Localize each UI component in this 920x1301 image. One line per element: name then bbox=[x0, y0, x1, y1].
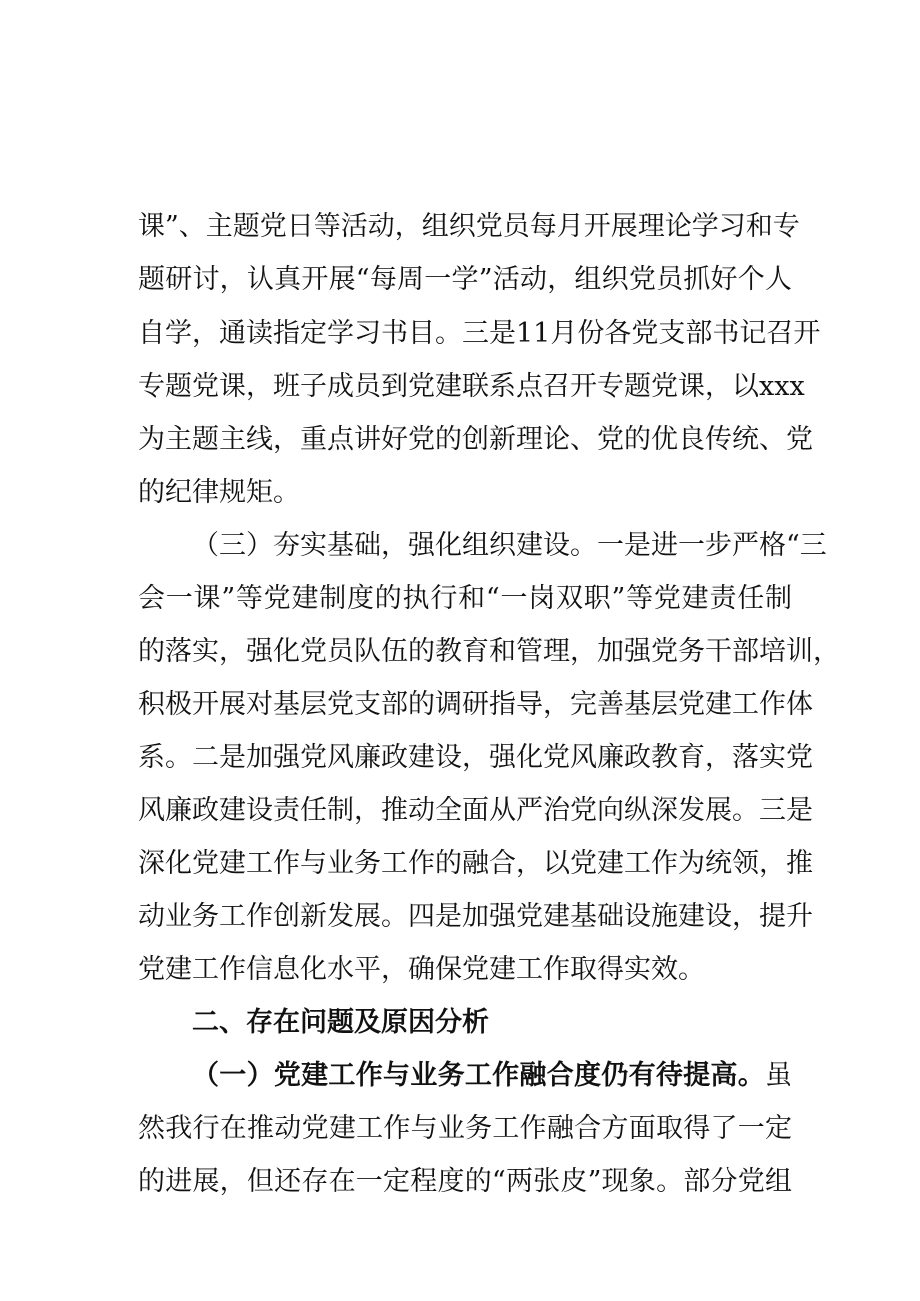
section-heading: 二、存在问题及原因分析 bbox=[192, 1007, 489, 1038]
text-line: 的进展，但还存在一定程度的“两张皮”现象。部分党组 bbox=[138, 1166, 792, 1197]
text-line bbox=[192, 1058, 792, 1094]
text-line: （三）夯实基础，强化组织建设。一是进一步严格“三 bbox=[192, 530, 827, 561]
text-line: 课”、主题党日等活动，组织党员每月开展理论学习和专 bbox=[138, 211, 800, 242]
text-line: 的落实，强化党员队伍的教育和管理，加强党务干部培训， bbox=[138, 636, 840, 667]
text-line: 题研讨，认真开展“每周一学”活动，组织党员抓好个人 bbox=[138, 264, 792, 295]
text-line: 党建工作信息化水平，确保党建工作取得实效。 bbox=[138, 954, 705, 985]
text-line: 积极开展对基层党支部的调研指导，完善基层党建工作体 bbox=[138, 689, 813, 720]
text-line: 专题党课，班子成员到党建联系点召开专题党课，以xxx bbox=[138, 371, 805, 402]
bold-lead-text: （一）党建工作与业务工作融合度仍有待提高。 bbox=[192, 1060, 765, 1091]
text-line: 然我行在推动党建工作与业务工作融合方面取得了一定 bbox=[138, 1113, 792, 1144]
lead-rest-text: 虽 bbox=[765, 1060, 792, 1091]
text-line: 会一课”等党建制度的执行和“一岗双职”等党建责任制 bbox=[138, 583, 792, 614]
text-line: 为主题主线，重点讲好党的创新理论、党的优良传统、党 bbox=[138, 424, 813, 455]
text-line: 自学，通读指定学习书目。三是11月份各党支部书记召开 bbox=[138, 318, 821, 349]
text-line: 风廉政建设责任制，推动全面从严治党向纵深发展。三是 bbox=[138, 795, 813, 826]
text-line: 的纪律规矩。 bbox=[138, 477, 300, 508]
text-line: 动业务工作创新发展。四是加强党建基础设施建设，提升 bbox=[138, 901, 813, 932]
text-line: 深化党建工作与业务工作的融合，以党建工作为统领，推 bbox=[138, 848, 813, 879]
text-line: 系。二是加强党风廉政建设，强化党风廉政教育，落实党 bbox=[138, 742, 813, 773]
